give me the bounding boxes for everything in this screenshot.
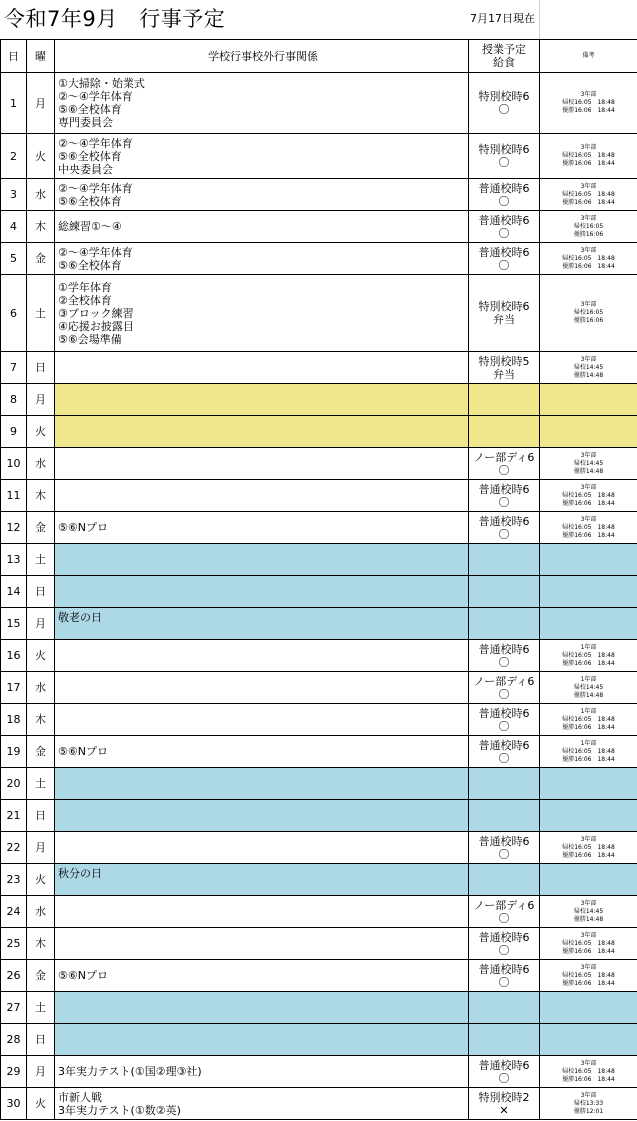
notes-cell: [540, 768, 637, 800]
classes-cell: [469, 1024, 540, 1056]
day-cell: 29: [1, 1056, 27, 1088]
events-cell: 総練習①～④: [55, 211, 469, 243]
notes-cell: 1年部 帰校16:05 18:48 優勝16:06 18:44: [540, 736, 637, 768]
day-cell: 3: [1, 179, 27, 211]
classes-cell: 普通校時6 〇: [469, 512, 540, 544]
notes-cell: 3年部 帰校16:05 18:48 優勝16:06 18:44: [540, 179, 637, 211]
events-cell: [55, 448, 469, 480]
day-cell: 15: [1, 608, 27, 640]
classes-cell: [469, 800, 540, 832]
day-cell: 21: [1, 800, 27, 832]
classes-cell: 特別校時6 弁当: [469, 275, 540, 352]
header-dow: 曜: [27, 40, 55, 73]
notes-cell: 3年部 帰校16:05 18:48 優勝16:06 18:44: [540, 134, 637, 179]
classes-cell: 普通校時6 〇: [469, 211, 540, 243]
day-cell: 12: [1, 512, 27, 544]
table-header-row: [1, 40, 637, 73]
weekday-cell: 金: [27, 736, 55, 768]
table-row: [1, 928, 637, 960]
events-cell: [55, 384, 469, 416]
weekday-cell: 月: [27, 384, 55, 416]
events-cell: [55, 896, 469, 928]
classes-cell: 特別校時2 ✕: [469, 1088, 540, 1120]
day-cell: 27: [1, 992, 27, 1024]
day-cell: 16: [1, 640, 27, 672]
notes-cell: 3年部 帰校16:05 18:48 優勝16:06 18:44: [540, 480, 637, 512]
weekday-cell: 水: [27, 448, 55, 480]
classes-cell: 特別校時5 弁当: [469, 352, 540, 384]
table-row: [1, 896, 637, 928]
events-cell: ⑤⑥Nプロ: [55, 736, 469, 768]
events-cell: [55, 576, 469, 608]
notes-cell: [540, 384, 637, 416]
classes-cell: 普通校時6 〇: [469, 480, 540, 512]
events-cell: ②～④学年体育 ⑤⑥全校体育: [55, 179, 469, 211]
notes-cell: [540, 1024, 637, 1056]
classes-cell: [469, 544, 540, 576]
day-cell: 8: [1, 384, 27, 416]
page-title: 令和7年9月 行事予定: [4, 7, 226, 31]
notes-cell: 3年部 帰校16:05 18:48 優勝16:06 18:44: [540, 73, 637, 134]
table-row: [1, 384, 637, 416]
day-cell: 25: [1, 928, 27, 960]
notes-cell: 3年部 帰校16:05 優勝16:06: [540, 211, 637, 243]
classes-cell: ノー部ディ6 〇: [469, 448, 540, 480]
table-row: [1, 179, 637, 211]
events-cell: ②～④学年体育 ⑤⑥全校体育 中央委員会: [55, 134, 469, 179]
classes-cell: [469, 416, 540, 448]
weekday-cell: 水: [27, 896, 55, 928]
weekday-cell: 金: [27, 960, 55, 992]
classes-cell: [469, 608, 540, 640]
weekday-cell: 火: [27, 134, 55, 179]
classes-cell: 普通校時6 〇: [469, 640, 540, 672]
day-cell: 4: [1, 211, 27, 243]
weekday-cell: 日: [27, 1024, 55, 1056]
table-row: [1, 768, 637, 800]
day-cell: 17: [1, 672, 27, 704]
table-row: [1, 544, 637, 576]
notes-cell: 3年部 帰校16:05 18:48 優勝16:06 18:44: [540, 1056, 637, 1088]
weekday-cell: 土: [27, 275, 55, 352]
classes-cell: [469, 384, 540, 416]
events-cell: [55, 992, 469, 1024]
notes-cell: 3年部 帰校16:05 18:48 優勝16:06 18:44: [540, 243, 637, 275]
classes-cell: ノー部ディ6 〇: [469, 896, 540, 928]
notes-cell: 3年部 帰校16:05 18:48 優勝16:06 18:44: [540, 928, 637, 960]
notes-cell: 3年部 帰校16:05 18:48 優勝16:06 18:44: [540, 832, 637, 864]
notes-cell: 1年部 帰校14:45 優勝14:48: [540, 672, 637, 704]
day-cell: 23: [1, 864, 27, 896]
classes-cell: 普通校時6 〇: [469, 832, 540, 864]
events-cell: ⑤⑥Nプロ: [55, 960, 469, 992]
classes-cell: 普通校時6 〇: [469, 736, 540, 768]
events-cell: [55, 704, 469, 736]
events-cell: 秋分の日: [55, 864, 469, 896]
events-cell: ①大掃除・始業式 ②～④学年体育 ⑤⑥全校体育 専門委員会: [55, 73, 469, 134]
table-row: [1, 1056, 637, 1088]
weekday-cell: 金: [27, 243, 55, 275]
events-cell: [55, 416, 469, 448]
day-cell: 9: [1, 416, 27, 448]
day-cell: 18: [1, 704, 27, 736]
notes-cell: [540, 992, 637, 1024]
weekday-cell: 木: [27, 211, 55, 243]
events-cell: ⑤⑥Nプロ: [55, 512, 469, 544]
events-cell: [55, 544, 469, 576]
notes-cell: 3年部 帰校16:05 18:48 優勝16:06 18:44: [540, 960, 637, 992]
notes-cell: [540, 416, 637, 448]
table-row: [1, 640, 637, 672]
table-row: [1, 736, 637, 768]
table-row: [1, 960, 637, 992]
classes-cell: 特別校時6 〇: [469, 134, 540, 179]
events-cell: [55, 1024, 469, 1056]
table-row: [1, 416, 637, 448]
events-cell: 3年実力テスト(①国②理③社): [55, 1056, 469, 1088]
notes-cell: [540, 608, 637, 640]
day-cell: 30: [1, 1088, 27, 1120]
weekday-cell: 水: [27, 672, 55, 704]
notes-cell: 3年部 帰校14:45 優勝14:48: [540, 448, 637, 480]
weekday-cell: 土: [27, 992, 55, 1024]
table-row: [1, 134, 637, 179]
table-row: [1, 704, 637, 736]
weekday-cell: 月: [27, 73, 55, 134]
classes-cell: ノー部ディ6 〇: [469, 672, 540, 704]
weekday-cell: 火: [27, 864, 55, 896]
weekday-cell: 水: [27, 179, 55, 211]
table-row: [1, 352, 637, 384]
day-cell: 5: [1, 243, 27, 275]
day-cell: 2: [1, 134, 27, 179]
weekday-cell: 日: [27, 352, 55, 384]
classes-cell: [469, 576, 540, 608]
notes-cell: [540, 800, 637, 832]
header-notes: 備考: [540, 40, 637, 73]
header-events: 学校行事校外行事関係: [55, 40, 469, 73]
day-cell: 28: [1, 1024, 27, 1056]
notes-cell: 3年部 帰校14:45 優勝14:48: [540, 352, 637, 384]
day-cell: 20: [1, 768, 27, 800]
as-of-date: 7月17日現在: [470, 12, 535, 25]
classes-cell: 普通校時6 〇: [469, 704, 540, 736]
notes-cell: 3年部 帰校16:05 18:48 優勝16:06 18:44: [540, 512, 637, 544]
table-row: [1, 672, 637, 704]
weekday-cell: 土: [27, 768, 55, 800]
header-divider: [539, 0, 540, 39]
classes-cell: 特別校時6 〇: [469, 73, 540, 134]
classes-cell: 普通校時6 〇: [469, 179, 540, 211]
events-cell: [55, 480, 469, 512]
table-row: [1, 608, 637, 640]
weekday-cell: 火: [27, 640, 55, 672]
events-cell: [55, 768, 469, 800]
table-row: [1, 800, 637, 832]
weekday-cell: 月: [27, 1056, 55, 1088]
schedule-table: [0, 39, 637, 1120]
events-cell: [55, 928, 469, 960]
day-cell: 6: [1, 275, 27, 352]
table-row: [1, 1024, 637, 1056]
weekday-cell: 月: [27, 832, 55, 864]
day-cell: 13: [1, 544, 27, 576]
table-row: [1, 512, 637, 544]
table-row: [1, 73, 637, 134]
notes-cell: [540, 864, 637, 896]
table-row: [1, 864, 637, 896]
weekday-cell: 木: [27, 480, 55, 512]
classes-cell: 普通校時6 〇: [469, 1056, 540, 1088]
events-cell: [55, 672, 469, 704]
events-cell: [55, 640, 469, 672]
notes-cell: 3年部 帰校16:05 優勝16:06: [540, 275, 637, 352]
weekday-cell: 火: [27, 1088, 55, 1120]
weekday-cell: 土: [27, 544, 55, 576]
notes-cell: 1年部 帰校16:05 18:48 優勝16:06 18:44: [540, 704, 637, 736]
header-classes: 授業予定 給食: [469, 40, 540, 73]
events-cell: [55, 800, 469, 832]
day-cell: 11: [1, 480, 27, 512]
weekday-cell: 月: [27, 608, 55, 640]
notes-cell: [540, 576, 637, 608]
events-cell: 市新人戦 3年実力テスト(①数②英): [55, 1088, 469, 1120]
day-cell: 26: [1, 960, 27, 992]
table-row: [1, 211, 637, 243]
table-row: [1, 832, 637, 864]
weekday-cell: 木: [27, 704, 55, 736]
table-row: [1, 275, 637, 352]
weekday-cell: 金: [27, 512, 55, 544]
events-cell: 敬老の日: [55, 608, 469, 640]
day-cell: 14: [1, 576, 27, 608]
notes-cell: 3年部 帰校13:33 優勝12:01: [540, 1088, 637, 1120]
notes-cell: 1年部 帰校16:05 18:48 優勝16:06 18:44: [540, 640, 637, 672]
table-row: [1, 1088, 637, 1120]
header-day: 日: [1, 40, 27, 73]
weekday-cell: 日: [27, 576, 55, 608]
events-cell: [55, 352, 469, 384]
weekday-cell: 火: [27, 416, 55, 448]
table-row: [1, 480, 637, 512]
weekday-cell: 木: [27, 928, 55, 960]
table-row: [1, 992, 637, 1024]
classes-cell: [469, 768, 540, 800]
notes-cell: [540, 544, 637, 576]
events-cell: ①学年体育 ②全校体育 ③ブロック練習 ④応援お披露目 ⑤⑥会場準備: [55, 275, 469, 352]
notes-cell: 3年部 帰校14:45 優勝14:48: [540, 896, 637, 928]
classes-cell: 普通校時6 〇: [469, 243, 540, 275]
day-cell: 10: [1, 448, 27, 480]
events-cell: [55, 832, 469, 864]
classes-cell: [469, 992, 540, 1024]
day-cell: 7: [1, 352, 27, 384]
table-row: [1, 448, 637, 480]
day-cell: 24: [1, 896, 27, 928]
day-cell: 1: [1, 73, 27, 134]
table-row: [1, 243, 637, 275]
day-cell: 22: [1, 832, 27, 864]
events-cell: ②～④学年体育 ⑤⑥全校体育: [55, 243, 469, 275]
classes-cell: 普通校時6 〇: [469, 960, 540, 992]
weekday-cell: 日: [27, 800, 55, 832]
day-cell: 19: [1, 736, 27, 768]
table-row: [1, 576, 637, 608]
classes-cell: 普通校時6 〇: [469, 928, 540, 960]
classes-cell: [469, 864, 540, 896]
